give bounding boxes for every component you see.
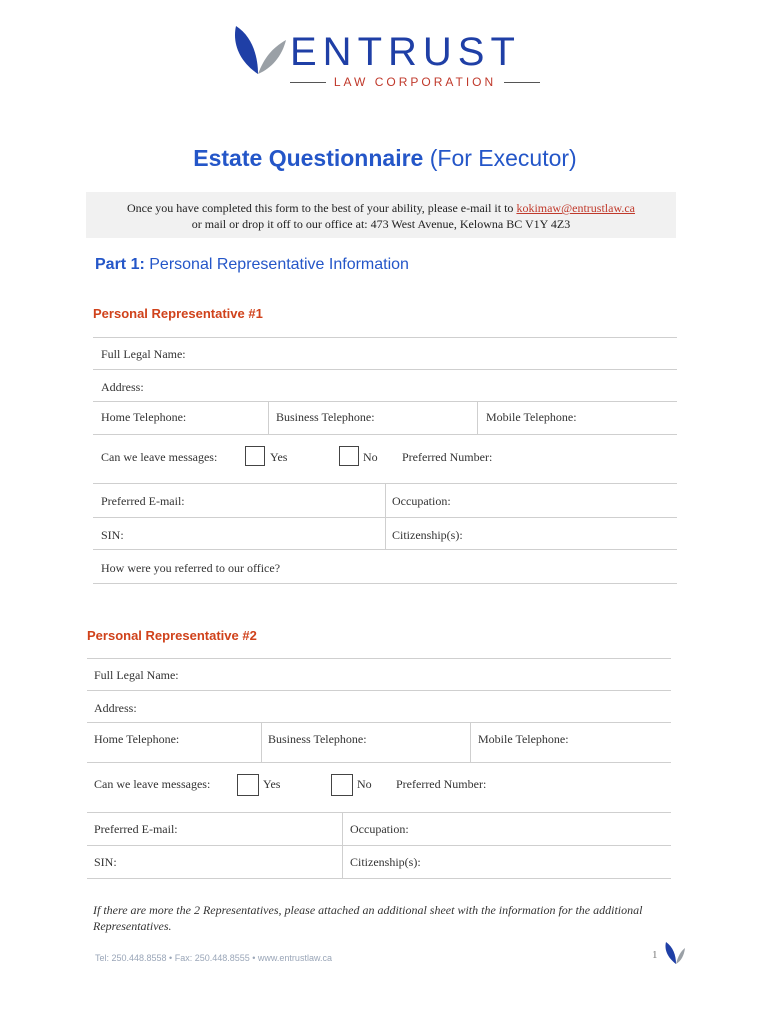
rep1-yes-label: Yes xyxy=(270,450,288,464)
rep2-full-name-field[interactable]: Full Legal Name: xyxy=(94,668,179,682)
part-title: Part 1: Personal Representative Information xyxy=(95,256,409,273)
additional-representatives-note: If there are more the 2 Representatives, please attached an additional sheet with the information for the additional Representatives. xyxy=(93,903,643,933)
rep1-full-name-field[interactable]: Full Legal Name: xyxy=(101,347,186,361)
rep1-business-telephone-field[interactable]: Business Telephone: xyxy=(276,410,375,424)
rep1-sin-field[interactable]: SIN: xyxy=(101,528,124,542)
rep2-address-field[interactable]: Address: xyxy=(94,701,137,715)
rep1-messages-yes-checkbox[interactable] xyxy=(245,446,265,466)
rep2-business-telephone-field[interactable]: Business Telephone: xyxy=(268,732,367,746)
rep2-messages-no-checkbox[interactable] xyxy=(331,774,353,796)
page-number: 1 xyxy=(652,949,658,961)
rep1-messages-no-checkbox[interactable] xyxy=(339,446,359,466)
rep2-sin-field[interactable]: SIN: xyxy=(94,855,117,869)
rep2-citizenship-field[interactable]: Citizenship(s): xyxy=(350,855,421,869)
rep2-heading: Personal Representative #2 xyxy=(87,628,257,643)
rep1-address-field[interactable]: Address: xyxy=(101,380,144,394)
logo-leaf-icon xyxy=(228,22,288,82)
submission-notice: Once you have completed this form to the best of your ability, please e-mail it to kokimaw@entrustlaw.ca or mail or drop it off to our office at: 473 West Avenue, Kelowna BC V1Y 4Z3 xyxy=(86,192,676,238)
rep1-home-telephone-field[interactable]: Home Telephone: xyxy=(101,410,187,424)
rep1-no-label: No xyxy=(363,450,378,464)
rep1-occupation-field[interactable]: Occupation: xyxy=(392,494,451,508)
rep1-heading: Personal Representative #1 xyxy=(93,306,263,321)
rep1-messages-label: Can we leave messages: xyxy=(101,450,218,464)
brand-name: ENTRUST xyxy=(290,30,521,74)
footer-leaf-icon xyxy=(664,940,686,966)
email-link[interactable]: kokimaw@entrustlaw.ca xyxy=(516,201,636,215)
rep2-yes-label: Yes xyxy=(263,777,281,791)
rep2-email-field[interactable]: Preferred E-mail: xyxy=(94,822,178,836)
rep1-email-field[interactable]: Preferred E-mail: xyxy=(101,494,185,508)
rep2-preferred-number-field[interactable]: Preferred Number: xyxy=(396,777,487,791)
rep2-home-telephone-field[interactable]: Home Telephone: xyxy=(94,732,180,746)
rep2-messages-label: Can we leave messages: xyxy=(94,777,211,791)
rep1-mobile-telephone-field[interactable]: Mobile Telephone: xyxy=(486,410,577,424)
brand-subtitle: LAW CORPORATION xyxy=(290,75,540,89)
rep2-occupation-field[interactable]: Occupation: xyxy=(350,822,409,836)
document-title: Estate Questionnaire (For Executor) xyxy=(193,145,577,171)
rep1-referred-field[interactable]: How were you referred to our office? xyxy=(101,561,281,575)
rep2-no-label: No xyxy=(357,777,372,791)
rep1-preferred-number-field[interactable]: Preferred Number: xyxy=(402,450,493,464)
contact-footer: Tel: 250.448.8558 • Fax: 250.448.8555 • www.entrustlaw.ca xyxy=(95,953,332,963)
rep2-messages-yes-checkbox[interactable] xyxy=(237,774,259,796)
rep2-mobile-telephone-field[interactable]: Mobile Telephone: xyxy=(478,732,569,746)
rep1-citizenship-field[interactable]: Citizenship(s): xyxy=(392,528,463,542)
